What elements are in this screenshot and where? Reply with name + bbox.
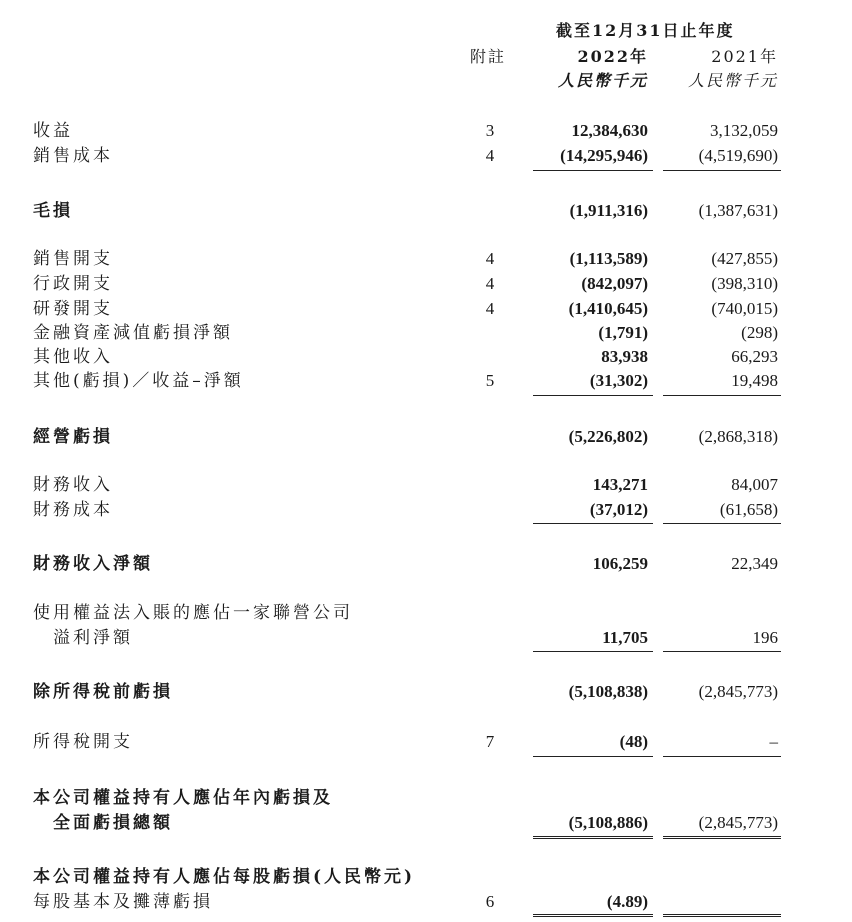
row-value-2022: (5,226,802) <box>568 427 648 446</box>
row-label: 財務收入 <box>33 475 113 495</box>
row-value-2022: (5,108,886) <box>568 813 648 832</box>
row-label: 其他收入 <box>33 347 113 367</box>
row-value-2021: (2,845,773) <box>698 682 778 701</box>
row-label: 收益 <box>33 121 73 141</box>
row-value-2021: (298) <box>741 323 778 342</box>
period-heading: 截至12月31日止年度 <box>556 21 735 40</box>
row-value-2022: (37,012) <box>589 500 648 519</box>
row-label: 使用權益法入賬的應佔一家聯營公司 <box>33 603 353 623</box>
row-label: 全面虧損總額 <box>53 813 173 833</box>
row-value-2022: (4.89) <box>606 892 648 911</box>
row-note: 4 <box>485 146 495 165</box>
row-note: 7 <box>485 732 495 751</box>
row-value-2022: 11,705 <box>602 628 648 647</box>
total-double-rule <box>533 836 653 839</box>
row-label: 其他(虧損)／收益–淨額 <box>33 371 244 391</box>
row-value-2022: (14,295,946) <box>560 146 648 165</box>
row-label: 毛損 <box>33 201 73 221</box>
unit-2022-heading: 人民幣千元 <box>557 71 648 90</box>
row-value-2021: (398,310) <box>711 274 778 293</box>
row-value-2021: 19,498 <box>731 371 778 390</box>
row-value-2022: (1,911,316) <box>569 201 648 220</box>
subtotal-rule <box>533 170 653 171</box>
row-label: 每股基本及攤薄虧損 <box>33 892 213 912</box>
row-value-2022: (1,113,589) <box>569 249 648 268</box>
row-value-2021: (427,855) <box>711 249 778 268</box>
row-label: 金融資產減值虧損淨額 <box>33 323 233 343</box>
row-value-2022: (31,302) <box>589 371 648 390</box>
row-label: 行政開支 <box>33 274 113 294</box>
row-note: 3 <box>485 121 495 140</box>
row-label: 本公司權益持有人應佔每股虧損(人民幣元) <box>33 867 416 887</box>
row-label: 經營虧損 <box>33 427 113 447</box>
row-value-2021: (1,387,631) <box>698 201 778 220</box>
subtotal-rule <box>533 756 653 757</box>
subtotal-rule <box>663 395 781 396</box>
year-2021-heading: 2021年 <box>711 47 778 66</box>
row-value-2021: 84,007 <box>731 475 778 494</box>
row-note: 6 <box>485 892 495 911</box>
subtotal-rule <box>663 756 781 757</box>
subtotal-rule <box>663 523 781 524</box>
year-2022-heading: 2022年 <box>577 47 648 66</box>
row-label: 財務收入淨額 <box>33 554 153 574</box>
row-value-2021: 66,293 <box>731 347 778 366</box>
row-label: 銷售開支 <box>33 249 113 269</box>
row-value-2021: (61,658) <box>719 500 778 519</box>
row-label: 研發開支 <box>33 299 113 319</box>
row-value-2021: 196 <box>752 628 778 647</box>
row-value-2022: 12,384,630 <box>571 121 648 140</box>
subtotal-rule <box>663 170 781 171</box>
subtotal-rule <box>533 523 653 524</box>
row-note: 4 <box>485 274 495 293</box>
row-value-2022: 83,938 <box>601 347 648 366</box>
total-double-rule <box>663 914 781 917</box>
row-value-2022: (1,410,645) <box>568 299 648 318</box>
row-value-2021: 22,349 <box>731 554 778 573</box>
row-value-2021: (4,519,690) <box>698 146 778 165</box>
total-double-rule <box>533 914 653 917</box>
subtotal-rule <box>533 651 653 652</box>
row-note: 5 <box>485 371 495 390</box>
row-value-2021: – <box>769 732 778 751</box>
total-double-rule <box>663 836 781 839</box>
row-note: 4 <box>485 249 495 268</box>
subtotal-rule <box>533 395 653 396</box>
row-value-2022: (842,097) <box>581 274 648 293</box>
row-label: 財務成本 <box>33 500 113 520</box>
row-value-2021: 3,132,059 <box>710 121 778 140</box>
row-value-2022: 143,271 <box>592 475 648 494</box>
row-note: 4 <box>485 299 495 318</box>
row-label: 所得稅開支 <box>33 732 133 752</box>
row-label: 本公司權益持有人應佔年內虧損及 <box>33 788 333 808</box>
row-value-2021: (740,015) <box>711 299 778 318</box>
row-value-2022: (1,791) <box>598 323 648 342</box>
unit-2021-heading: 人民幣千元 <box>687 71 778 90</box>
row-label: 銷售成本 <box>33 146 113 166</box>
row-value-2022: (48) <box>619 732 648 751</box>
row-value-2021: (2,868,318) <box>698 427 778 446</box>
row-value-2022: 106,259 <box>592 554 648 573</box>
subtotal-rule <box>663 651 781 652</box>
row-value-2021: (2,845,773) <box>698 813 778 832</box>
row-label: 溢利淨額 <box>53 628 133 648</box>
note-column-heading: 附註 <box>470 47 507 66</box>
row-label: 除所得稅前虧損 <box>33 682 173 702</box>
row-value-2022: (5,108,838) <box>568 682 648 701</box>
